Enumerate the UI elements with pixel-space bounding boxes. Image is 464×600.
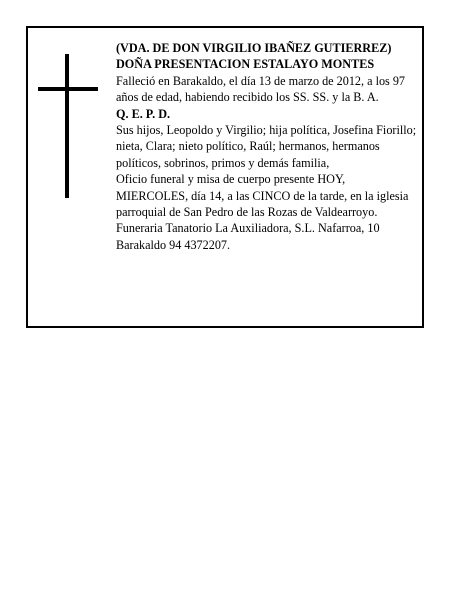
- qepd-line: Q. E. P. D.: [116, 106, 171, 121]
- family-list: Sus hijos, Leopoldo y Virgilio; hija política, Josefina Fiorillo; nieta, Clara; nieto político, Raúl; hermanos, hermanos políticos, sobrinos, primos y demás familia,: [116, 123, 417, 170]
- funeral-home-info: Funeraria Tanatorio La Auxiliadora, S.L. Nafarroa, 10 Barakaldo 94 4372207.: [116, 221, 380, 252]
- obituary-notice: [26, 26, 424, 328]
- obituary-text: [116, 40, 420, 253]
- cross-horizontal-bar: [38, 87, 98, 91]
- deceased-name: DOÑA PRESENTACION ESTALAYO MONTES: [116, 57, 375, 72]
- cross-vertical-bar: [65, 54, 69, 198]
- death-info: Falleció en Barakaldo, el día 13 de marzo de 2012, a los 97 años de edad, habiendo recibido los SS. SS. y la B. A.: [116, 73, 406, 105]
- widow-header-line: (VDA. DE DON VIRGILIO IBAÑEZ GUTIERREZ): [116, 41, 392, 55]
- funeral-service-info: Oficio funeral y misa de cuerpo presente HOY, MIERCOLES, día 14, a las CINCO de la tarde, en la iglesia parroquial de San Pedro de las Rozas de Valdearroyo.: [116, 172, 409, 220]
- latin-cross-icon: [38, 54, 98, 198]
